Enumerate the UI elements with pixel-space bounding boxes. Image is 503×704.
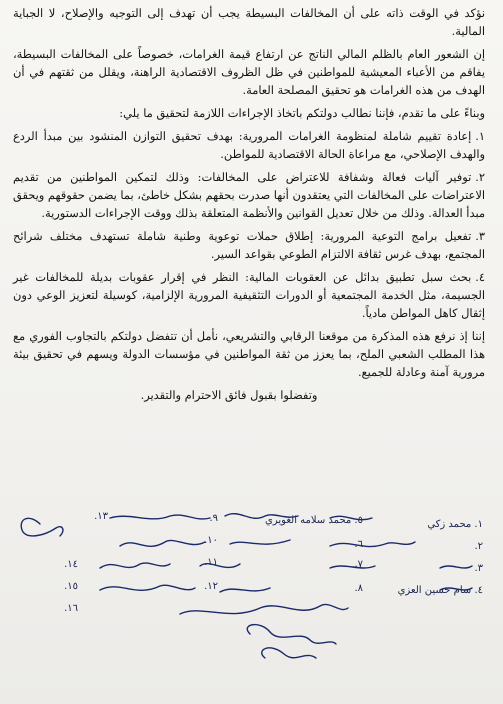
- signature-scribble: [220, 588, 270, 592]
- signature-scribble: [440, 588, 472, 590]
- signature-label: ١٥.: [64, 581, 78, 592]
- signature-scribble: [110, 515, 210, 519]
- signature-label: ١٤.: [64, 559, 78, 570]
- signature-scribble: [330, 566, 375, 568]
- paragraph-grievance: إن الشعور العام بالظلم المالي الناتج عن ارتفاع قيمة الغرامات، خصوصاً على المخالفات البسيطة، يفاقم من الأعباء المعيشية للمواطنين في ظل الظروف الاقتصادية الراهنة، ويقلل من ثقتهم في أن الهدف من هذه الغرامات هو تحقيق المصلحة العامة.: [13, 47, 485, 97]
- signature-scribble: [21, 518, 63, 536]
- signature-scribble: [262, 648, 316, 658]
- document-body: [13, 4, 485, 404]
- signature-label: ١٢.: [204, 581, 218, 592]
- demand-item-4: [13, 268, 485, 322]
- signature-label: ٦.: [354, 539, 363, 550]
- signature-scribble: [100, 563, 170, 568]
- signature-label: ١٠.: [204, 535, 218, 546]
- signature-label: ٩.: [209, 513, 218, 524]
- item-number: ٤.: [475, 270, 485, 284]
- signature-scribble: [100, 585, 195, 590]
- item-text: توفير آليات فعالة وشفافة للاعتراض على المخالفات: وذلك لتمكين المواطنين من تقديم الاعتراضات على المخالفات التي يعتقدون أنها صدرت بحقهم بشكل خاطئ، بما يضمن حقوقهم ويحقق مبدأ العدالة. وذلك من خلال تعديل القوانين والأنظمة المتعلقة بذلك ووقت الإجراءات الدستورية.: [13, 170, 485, 220]
- signature-block: [0, 510, 503, 704]
- item-number: ٢.: [475, 170, 485, 184]
- signature-scribble: [120, 540, 205, 546]
- signature-label: ٢.: [474, 541, 483, 552]
- signature-scribble: [200, 564, 240, 568]
- item-number: ١.: [475, 129, 485, 143]
- signature-label: ٣.: [474, 563, 483, 574]
- signature-scribble: [230, 540, 290, 544]
- paragraph-demands-lead: وبناءً على ما تقدم، فإننا نطالب دولتكم باتخاذ الإجراءات اللازمة لتحقيق ما يلي:: [119, 106, 485, 120]
- item-text: بحث سبل تطبيق بدائل عن العقوبات المالية: النظر في إقرار عقوبات بديلة للمخالفات غير الجسيمة، مثل الخدمة المجتمعية أو الدورات التثقيفية المرورية الإلزامية، كوسيلة لتعزيز الوعي دون إثقال كاهل المواطن مادياً.: [13, 270, 485, 320]
- closing-line: وتفضلوا بقبول فائق الاحترام والتقدير.: [140, 388, 318, 402]
- signature-label: ١٦.: [64, 603, 78, 614]
- demand-item-2: [13, 168, 485, 222]
- signature-label: ٨.: [354, 583, 363, 594]
- signature-scribble: [225, 514, 298, 519]
- signature-label: ١١.: [204, 557, 218, 568]
- handwritten-signatures: [0, 510, 503, 704]
- signature-label: ١٣.: [94, 511, 108, 522]
- signature-label: ١. محمد زكي: [427, 519, 483, 530]
- item-text: إعادة تقييم شاملة لمنظومة الغرامات المرورية: بهدف تحقيق التوازن المنشود بين مبدأ الردع والهدف الإصلاحي، مع مراعاة الحالة الاقتصادية للمواطن.: [13, 129, 485, 161]
- signature-label: ٤. سام حسين العزي: [397, 585, 483, 596]
- demand-item-3: [13, 227, 485, 263]
- signature-scribble: [247, 625, 336, 644]
- paragraph-conclusion: إننا إذ نرفع هذه المذكرة من موقعنا الرقابي والتشريعي، نأمل أن تتفضل دولتكم بالتجاوب الفوري مع هذا المطلب الشعبي الملح، بما يعزز من ثقة المواطنين في مؤسسات الدولة ويسهم في تحقيق بيئة مرورية آمنة وعادلة للجميع.: [13, 329, 486, 379]
- demand-item-1: [13, 127, 485, 163]
- signature-label: ٥. محمد سلامه الغويري: [265, 515, 363, 526]
- signature-scribble: [330, 542, 415, 547]
- signature-label: ٧.: [354, 559, 363, 570]
- paragraph-intro: نؤكد في الوقت ذاته على أن المخالفات البسيطة يجب أن تهدف إلى التوجيه والإصلاح، لا الجباية المالية.: [13, 6, 485, 38]
- signature-scribble: [180, 604, 348, 614]
- item-text: تفعيل برامج التوعية المرورية: إطلاق حملات توعوية وطنية شاملة تستهدف مختلف شرائح المجتمع، بهدف غرس ثقافة الالتزام الطوعي بقواعد السير.: [13, 229, 485, 261]
- signature-scribble: [330, 516, 372, 519]
- item-number: ٣.: [475, 229, 485, 243]
- signature-scribble: [440, 566, 472, 568]
